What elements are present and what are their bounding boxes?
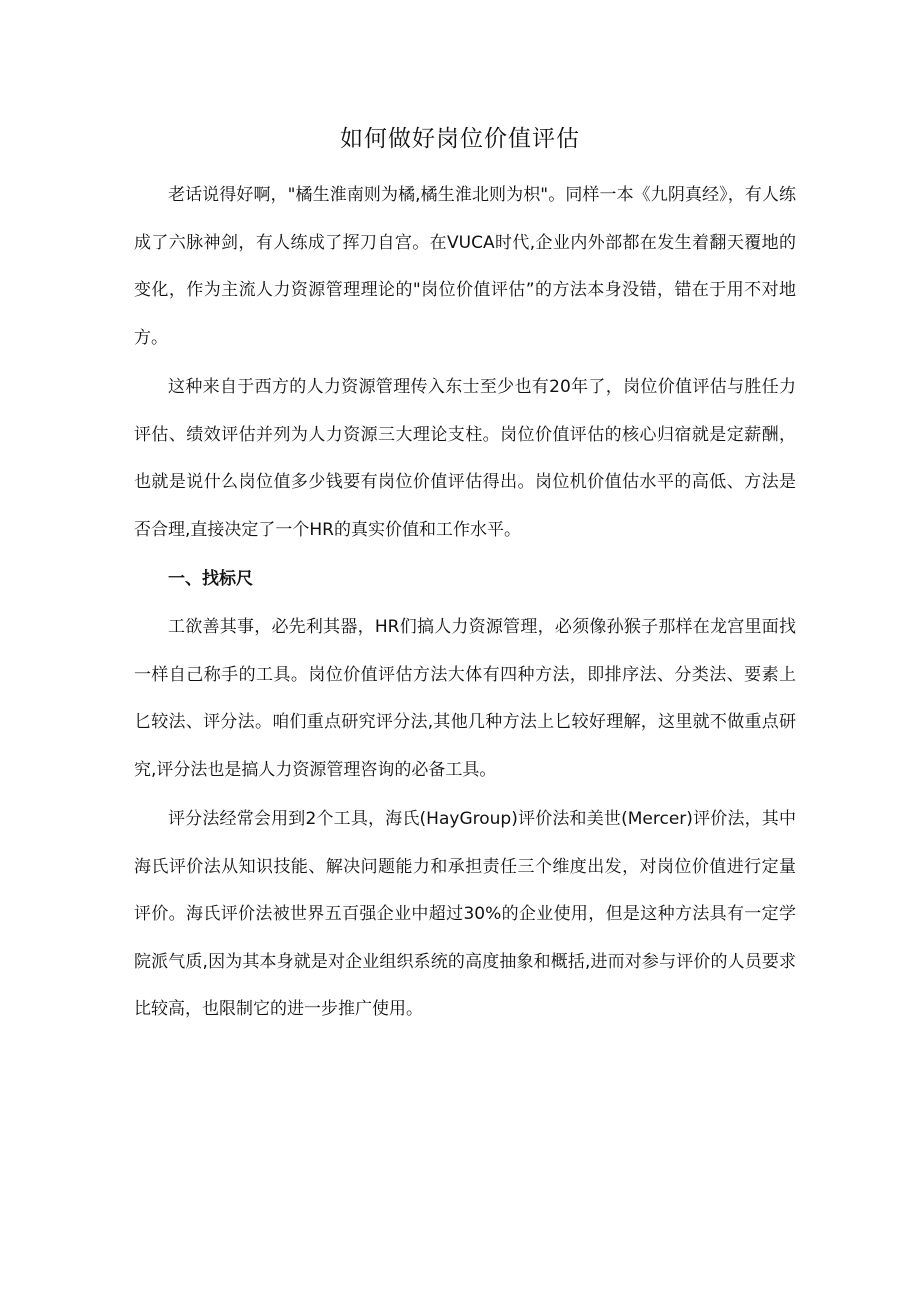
- section-paragraph-1: 工欲善其事，必先利其器，HR们搞人力资源管理，必须像孙猴子那样在龙宫里面找一样自己称手的工具。岗位价值评估方法大体有四种方法，即排序法、分类法、要素上匕较法、评分法。咱们重点研究评分法,其他几种方法上匕较好理解，这里就不做重点研究,评分法也是搞人力资源管理咨询的必备工具。: [134, 617, 796, 780]
- document-title: 如何做好岗位价值评估: [340, 126, 580, 152]
- intro-paragraph-1: 老话说得好啊，"橘生淮南则为橘,橘生淮北则为枳"。同样一本《九阴真经》，有人练成了六脉神剑，有人练成了挥刀自宫。在VUCA时代,企业内外部都在发生着翻天覆地的变化，作为主流人力资源管理理论的"岗位价值评估”的方法本身没错，错在于用不对地方。: [134, 185, 796, 348]
- intro-paragraph-2: 这种来自于西方的人力资源管理传入东士至少也有20年了，岗位价值评估与胜任力评估、绩效评估并列为人力资源三大理论支柱。岗位价值评估的核心归宿就是定薪酬，也就是说什么岗位值多少钱要有岗位价值评估得出。岗位机价值估水平的高低、方法是否合理,直接决定了一个HR的真实价值和工作水平。: [134, 377, 796, 540]
- section-paragraph-2: 评分法经常会用到2个工具，海氏(HayGroup)评价法和美世(Mercer)评价法，其中海氏评价法从知识技能、解决问题能力和承担责任三个维度出发，对岗位价值进行定量评价。海氏评价法被世界五百强企业中超过30%的企业使用，但是这种方法具有一定学院派气质,因为其本身就是对企业组织系统的高度抽象和概括,进而对参与评价的人员要求比较高，也限制它的进一步推广使用。: [134, 809, 796, 1019]
- section-heading: 一、找标尺: [168, 569, 253, 589]
